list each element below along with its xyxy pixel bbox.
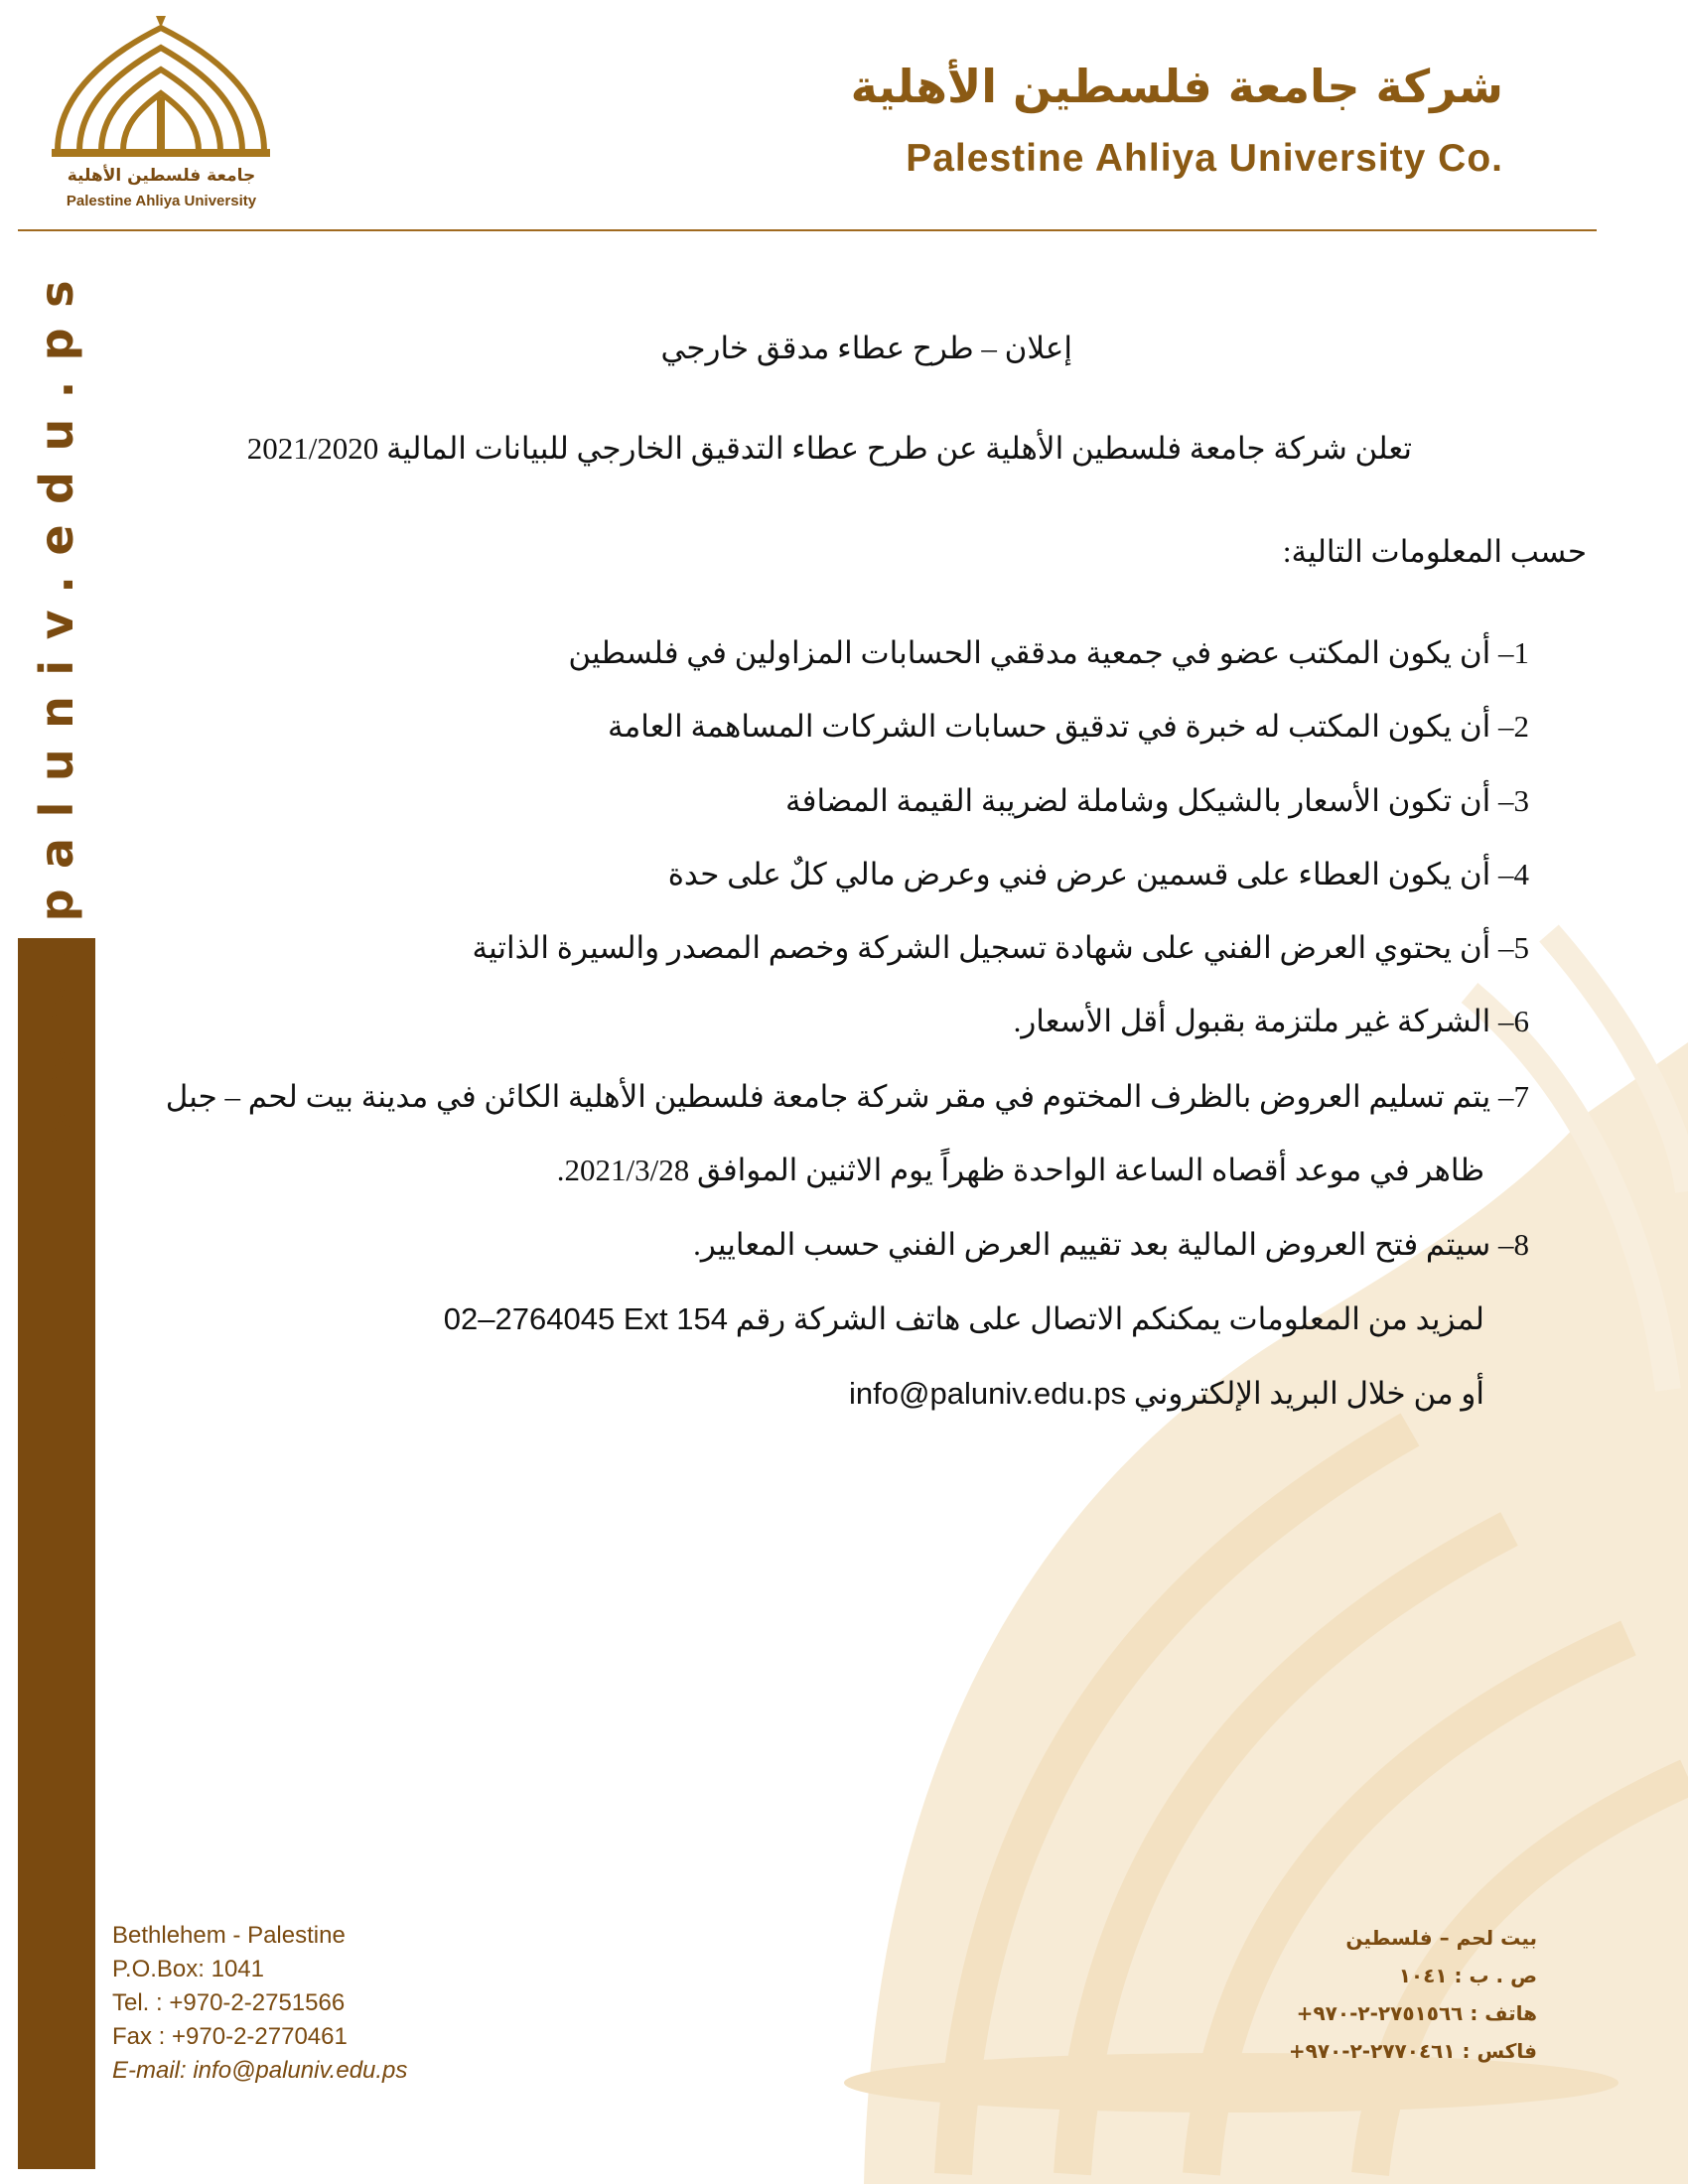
company-name-arabic: شركة جامعة فلسطين الأهلية <box>850 60 1503 113</box>
footer-pobox-ar: ص . ب : ١٠٤١ <box>1398 1964 1537 1987</box>
footer-english <box>112 1919 407 2088</box>
requirement-item: 2– أن يكون المكتب له خبرة في تدقيق حسابات الشركات المساهمة العامة <box>608 709 1529 744</box>
announcement-intro: تعلن شركة جامعة فلسطين الأهلية عن طرح عطاء التدقيق الخارجي للبيانات المالية 2021/2020 <box>246 431 1412 466</box>
footer-fax: Fax : +970-2-2770461 <box>112 2023 348 2050</box>
contact-email-line <box>849 1376 1484 1412</box>
contact-phone-text: لمزيد من المعلومات يمكنكم الاتصال على هاتف الشركة رقم <box>735 1301 1484 1336</box>
requirement-item: 3– أن تكون الأسعار بالشيكل وشاملة لضريبة القيمة المضافة <box>785 783 1529 818</box>
requirement-item: 4– أن يكون العطاء على قسمين عرض فني وعرض مالي كلٌ على حدة <box>667 857 1529 891</box>
footer-arabic <box>1289 1919 1537 2070</box>
contact-email-link[interactable]: info@paluniv.edu.ps <box>849 1376 1127 1411</box>
requirement-item: 1– أن يكون المكتب عضو في جمعية مدققي الحسابات المزاولين في فلسطين <box>568 635 1529 670</box>
footer-city-ar: بيت لحم – فلسطين <box>1345 1926 1537 1950</box>
footer-pobox: P.O.Box: 1041 <box>112 1956 264 1982</box>
contact-phone-line <box>444 1301 1484 1337</box>
footer-city: Bethlehem - Palestine <box>112 1922 346 1949</box>
website-text: www.paluniv.edu.ps <box>30 260 83 1145</box>
announcement-title: إعلان – طرح عطاء مدقق خارجي <box>660 331 1072 365</box>
logo-english-name: Palestine Ahliya University <box>66 193 257 209</box>
requirement-item-continuation: ظاهر في موعد أقصاه الساعة الواحدة ظهراً يوم الاثنين الموافق 2021/3/28. <box>556 1153 1484 1187</box>
contact-email-text: أو من خلال البريد الإلكتروني <box>1133 1376 1484 1411</box>
requirement-item: 8– سيتم فتح العروض المالية بعد تقييم العرض الفني حسب المعايير. <box>693 1227 1529 1262</box>
requirement-item: 5– أن يحتوي العرض الفني على شهادة تسجيل الشركة وخصم المصدر والسيرة الذاتية <box>472 930 1529 965</box>
requirement-item: 6– الشركة غير ملتزمة بقبول أقل الأسعار. <box>1013 1004 1529 1038</box>
logo-arabic-name: جامعة فلسطين الأهلية <box>67 166 256 186</box>
contact-phone-number[interactable]: 02–2764045 Ext 154 <box>443 1301 728 1336</box>
requirement-item: 7– يتم تسليم العروض بالظرف المختوم في مقر شركة جامعة فلسطين الأهلية الكائن في مدينة بيت لحم – جبل <box>165 1079 1529 1114</box>
announcement-lead: حسب المعلومات التالية: <box>1282 534 1587 569</box>
footer-tel-ar: هاتف : ٢٧٥١٥٦٦-٢-٩٧٠+ <box>1296 2001 1537 2025</box>
company-name-english: Palestine Ahliya University Co. <box>906 137 1503 180</box>
footer-fax-ar: فاكس : ٢٧٧٠٤٦١-٢-٩٧٠+ <box>1288 2039 1537 2063</box>
footer-tel: Tel. : +970-2-2751566 <box>112 1989 346 2016</box>
footer-email[interactable]: E-mail: info@paluniv.edu.ps <box>112 2057 408 2084</box>
